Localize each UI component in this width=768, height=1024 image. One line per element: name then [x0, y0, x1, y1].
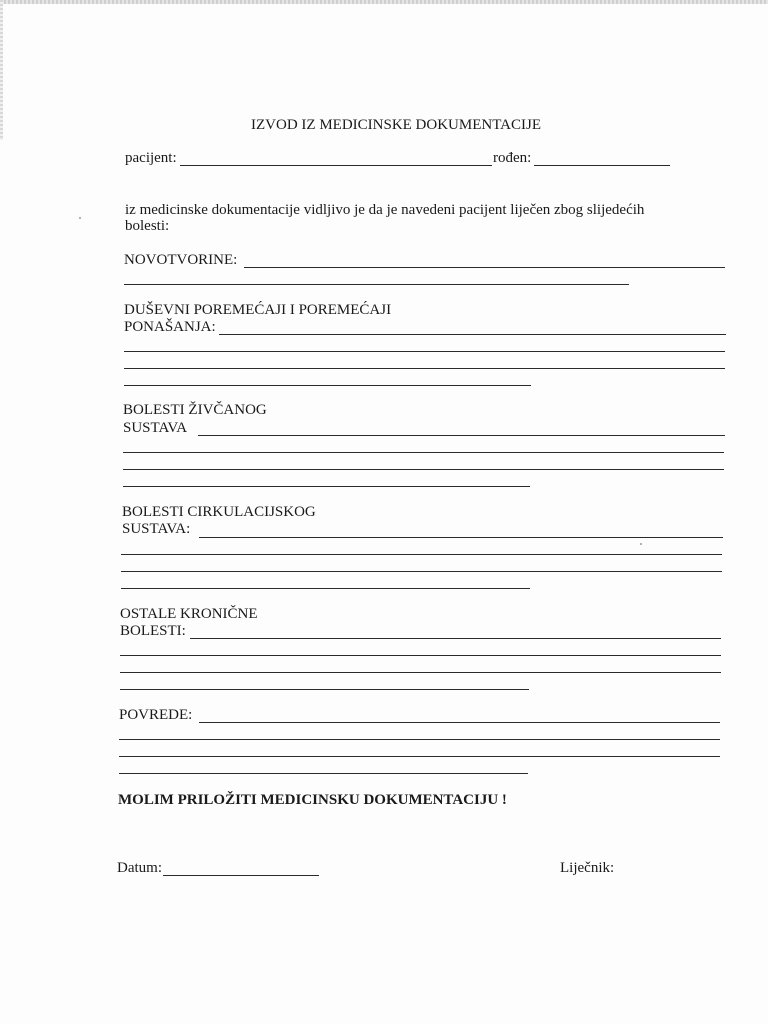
- novotvorine-field[interactable]: [124, 284, 629, 285]
- povrede-field[interactable]: [119, 739, 720, 740]
- born-field[interactable]: [534, 165, 670, 166]
- dusevni-field[interactable]: [124, 351, 725, 352]
- povrede-field[interactable]: [199, 722, 720, 723]
- scan-edge-left: [0, 0, 3, 140]
- cirkulacijski-field[interactable]: [199, 537, 723, 538]
- povrede-field[interactable]: [119, 756, 720, 757]
- section-povrede-label: POVREDE:: [119, 707, 193, 723]
- kronicne-field[interactable]: [120, 655, 721, 656]
- date-field[interactable]: [163, 875, 319, 876]
- cirkulacijski-field[interactable]: [121, 588, 530, 589]
- zivcani-field[interactable]: [123, 452, 724, 453]
- patient-label: pacijent:: [125, 150, 177, 166]
- intro-text: iz medicinske dokumentacije vidljivo je da je navedeni pacijent liječen zbog slijedećih: [125, 202, 645, 218]
- section-cirkulacijski-label: SUSTAVA:: [122, 521, 191, 537]
- section-kronicne-label: OSTALE KRONIČNE: [120, 606, 258, 622]
- kronicne-field[interactable]: [190, 638, 721, 639]
- zivcani-field[interactable]: [123, 486, 530, 487]
- section-zivcani-label: SUSTAVA: [123, 420, 188, 436]
- dusevni-field[interactable]: [124, 385, 531, 386]
- cirkulacijski-field[interactable]: [121, 571, 722, 572]
- document-title: IZVOD IZ MEDICINSKE DOKUMENTACIJE: [251, 117, 542, 133]
- section-novotvorine-label: NOVOTVORINE:: [124, 252, 238, 268]
- scan-speck: [79, 217, 81, 219]
- kronicne-field[interactable]: [120, 689, 529, 690]
- povrede-field[interactable]: [119, 773, 528, 774]
- section-kronicne-label: BOLESTI:: [120, 623, 186, 639]
- patient-field[interactable]: [180, 165, 492, 166]
- doctor-label: Liječnik:: [560, 860, 615, 876]
- born-label: rođen:: [493, 150, 532, 166]
- intro-text: bolesti:: [125, 218, 170, 234]
- section-zivcani-label: BOLESTI ŽIVČANOG: [123, 402, 267, 418]
- novotvorine-field[interactable]: [244, 267, 725, 268]
- section-dusevni-label: PONAŠANJA:: [124, 319, 216, 335]
- scan-edge-top: [0, 0, 768, 4]
- zivcani-field[interactable]: [198, 435, 725, 436]
- kronicne-field[interactable]: [120, 672, 721, 673]
- zivcani-field[interactable]: [123, 469, 724, 470]
- dusevni-field[interactable]: [219, 334, 726, 335]
- date-label: Datum:: [117, 860, 162, 876]
- section-dusevni-label: DUŠEVNI POREMEĆAJI I POREMEĆAJI: [124, 302, 392, 318]
- scan-speck: [640, 543, 642, 545]
- notice-text: MOLIM PRILOŽITI MEDICINSKU DOKUMENTACIJU !: [118, 792, 507, 808]
- section-cirkulacijski-label: BOLESTI CIRKULACIJSKOG: [122, 504, 316, 520]
- dusevni-field[interactable]: [124, 368, 725, 369]
- cirkulacijski-field[interactable]: [121, 554, 722, 555]
